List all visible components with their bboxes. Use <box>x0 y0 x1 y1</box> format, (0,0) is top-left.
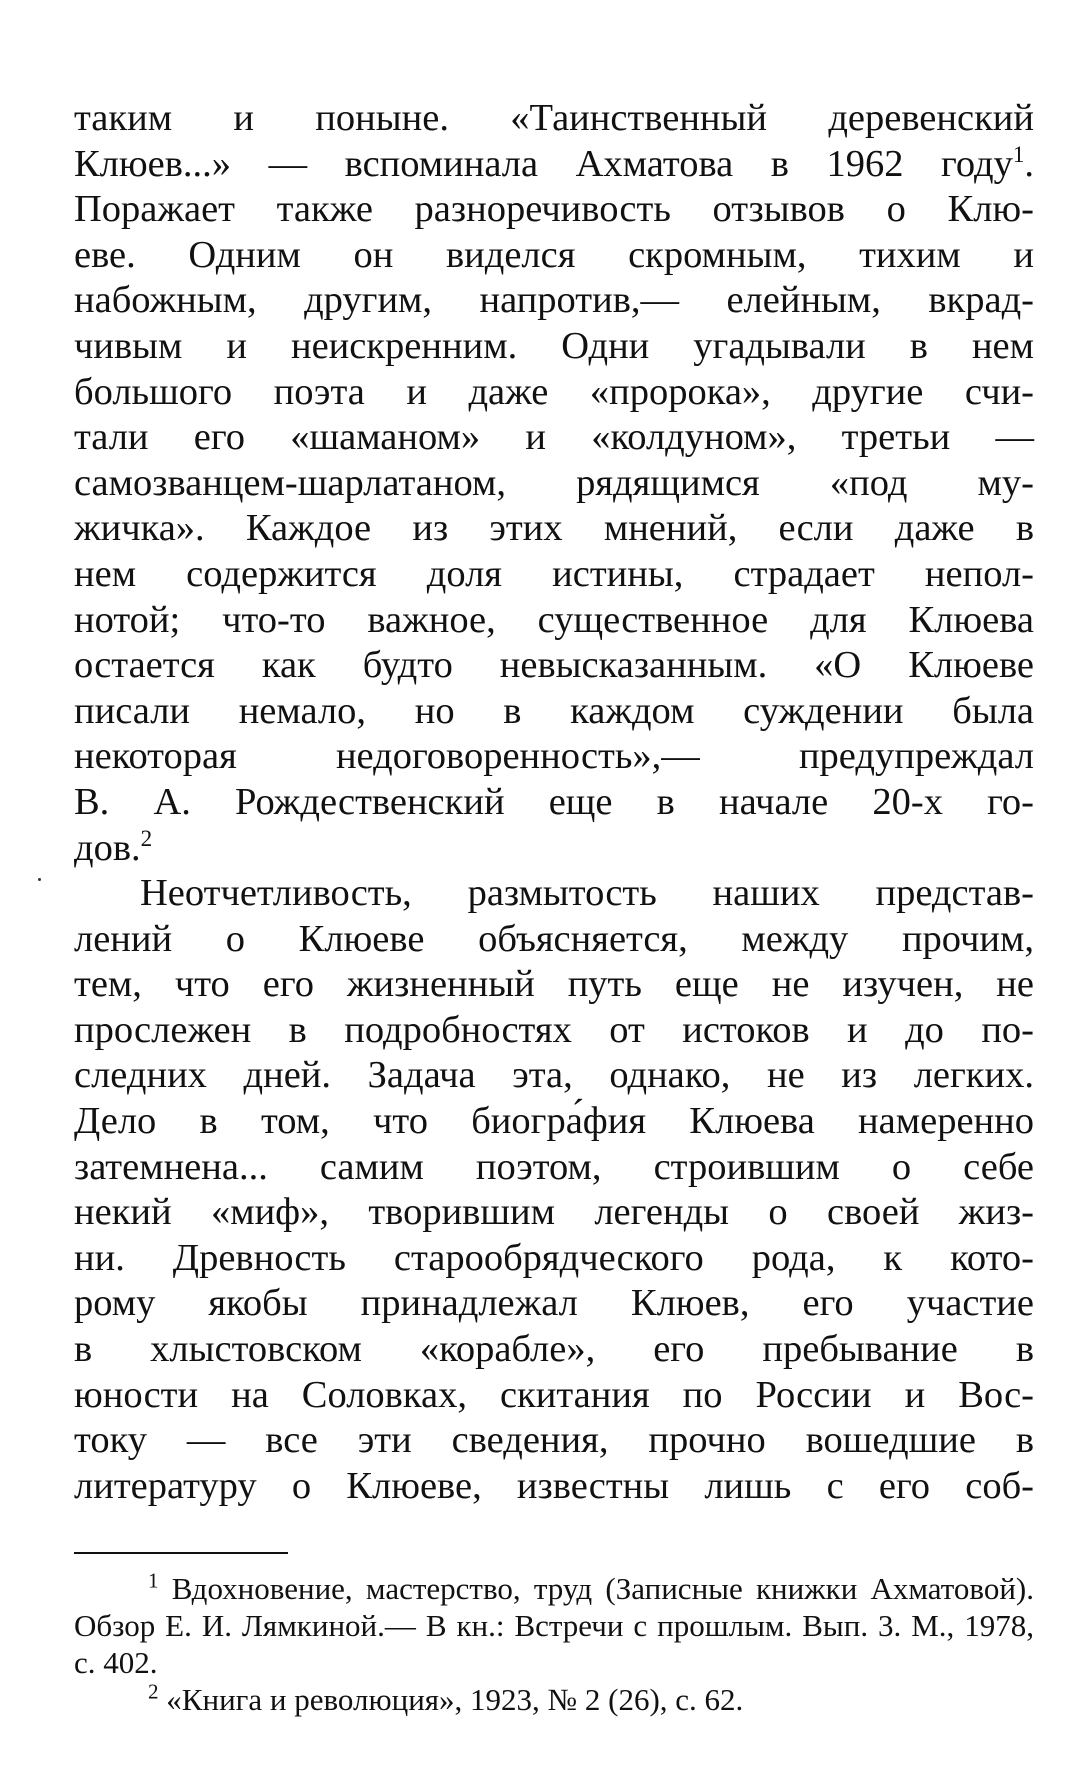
text-line: нотой; что-то важное, существенное для Клюева <box>74 598 1034 641</box>
text-line: тем, что его жизненный путь еще не изучен, не <box>74 963 1034 1006</box>
footnote-text: Вдохновение, мастерство, труд (Записные книжки Ахматовой). Обзор Е. И. Лямкиной.— В кн.: Встречи с прошлым. Вып. 3. М., 1978, с. 402. <box>74 1571 1034 1680</box>
text-line: юности на Соловках, скитания по России и Вос- <box>74 1373 1034 1416</box>
main-text <box>74 96 1034 1509</box>
text-line: тали его «шаманом» и «колдуном», третьи — <box>74 416 1034 459</box>
footnote-1 <box>74 1570 1034 1681</box>
footnotes <box>74 1570 1034 1718</box>
text-line: остается как будто невысказанным. «О Клюеве <box>74 644 1034 687</box>
text-line: писали немало, но в каждом суждении была <box>74 689 1034 732</box>
footnote-separator <box>74 1552 288 1554</box>
text-line: в хлыстовском «корабле», его пребывание в <box>74 1328 1034 1371</box>
text-line: затемнена... самим поэтом, строившим о себе <box>74 1145 1034 1188</box>
paragraph-1: таким и поныне. «Таинственный деревенский Клюев...» — вспоминала Ахматова в 1962 году$^1$. Поражает также разноречивость отзывов о Клю- еве. Одним он виделся скромным, тихим и набожным, другим, напротив,— елейным, вкрад- чивым и неискренним. Одни угадывали в нем большого поэта и даже «пророка», другие счи- тали его «шаманом» и «колдуном», третьи — самозванцем-шарлатаном, рядящимся «под му- жичка». Каждое из этих мнений, если даже в нем содержится доля истины, страдает непол- нотой; что-то важное, существенное для Клюева остается как будто невысказанным. «О Клюеве писали немало, но в каждом суждении была некоторая недоговоренность»,— предупреждал В. А. Рождественский еще в начале 20-х го- дов.$^2$ <box>74 97 1034 869</box>
text-line: большого поэта и даже «пророка», другие счи- <box>74 370 1034 413</box>
text-line: В. А. Рождественский еще в начале 20-х го- <box>74 780 1034 823</box>
text-line: еве. Одним он виделся скромным, тихим и <box>74 233 1034 276</box>
text-line: жичка». Каждое из этих мнений, если даже в <box>74 507 1034 550</box>
text-line: лений о Клюеве объясняется, между прочим, <box>74 917 1034 960</box>
text-line: Дело в том, что биогра́фия Клюева намеренно <box>74 1100 1034 1143</box>
text-line: ни. Древность старообрядческого рода, к кото- <box>74 1236 1034 1279</box>
footnote-mark: 2 <box>148 1679 159 1704</box>
text-line: рому якобы принадлежал Клюев, его участие <box>74 1282 1034 1325</box>
text-line: нем содержится доля истины, страдает непол- <box>74 552 1034 595</box>
text-line: набожным, другим, напротив,— елейным, вкрад- <box>74 279 1034 322</box>
page-body <box>74 96 1034 1509</box>
text-line: дов. <box>74 826 141 869</box>
text-line: некий «миф», творившим легенды о своей жиз- <box>74 1191 1034 1234</box>
footnote-mark: 1 <box>148 1568 159 1593</box>
footnote-2 <box>74 1681 1034 1718</box>
text-line: Клюев...» — вспоминала Ахматова в 1962 году <box>74 142 1013 185</box>
text-line: литературу о Клюеве, известны лишь с его соб- <box>74 1464 1034 1507</box>
paragraph-2 <box>74 871 1034 1509</box>
footnote-ref-2[interactable]: 2 <box>140 824 153 851</box>
text-line: Поражает также разноречивость отзывов о Клю- <box>74 188 1034 231</box>
text-line: таким и поныне. «Таинственный деревенский <box>74 97 1034 139</box>
text-line: прослежен в подробностях от истоков и до по- <box>74 1008 1034 1051</box>
text-line: Неотчетливость, размытость наших представ- <box>140 872 1034 915</box>
text-line: некоторая недоговоренность»,— предупреждал <box>74 735 1034 778</box>
text-line: самозванцем-шарлатаном, рядящимся «под му- <box>74 461 1034 504</box>
text-line: чивым и неискренним. Одни угадывали в нем <box>74 324 1034 367</box>
print-speck <box>38 878 41 881</box>
text-line: следних дней. Задача эта, однако, не из легких. <box>74 1054 1034 1097</box>
text-line: току — все эти сведения, прочно вошедшие в <box>74 1419 1034 1462</box>
footnote-ref-1[interactable]: 1 <box>1012 140 1025 167</box>
footnote-text: «Книга и революция», 1923, № 2 (26), с. 62. <box>166 1682 744 1717</box>
